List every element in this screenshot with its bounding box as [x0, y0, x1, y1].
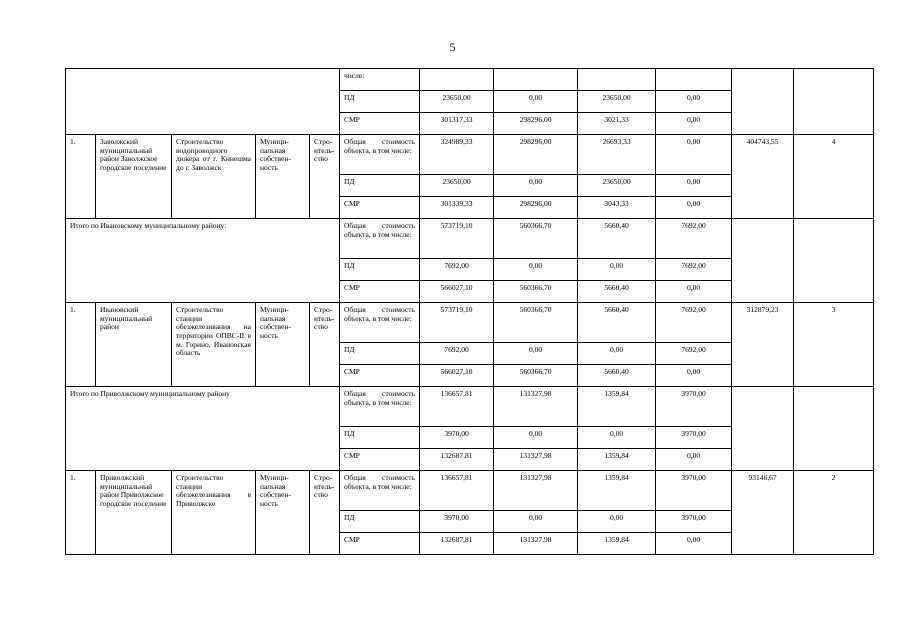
value-cell: 0,00: [656, 135, 732, 175]
label-cell: ПД: [340, 259, 420, 281]
municipality-cell: Заволжский муниципальный район Заволжское городское поселение: [96, 135, 172, 219]
value-cell: 3043,33: [578, 197, 656, 219]
label-cell: Общая стоимость объекта, в том числе:: [340, 387, 420, 427]
value-cell: 26693,33: [578, 135, 656, 175]
value-cell: 131327,98: [494, 449, 578, 471]
value-cell: 132687,81: [420, 449, 494, 471]
value-cell: 0,00: [494, 259, 578, 281]
empty-cell: [732, 69, 794, 135]
value-cell: 7692,00: [656, 219, 732, 259]
table-row: [66, 135, 874, 175]
table-row: [66, 471, 874, 511]
value-cell: 3970,00: [656, 511, 732, 533]
value-cell: 566027,10: [420, 365, 494, 387]
value-cell: 298296,00: [494, 135, 578, 175]
value-cell: 136657,81: [420, 387, 494, 427]
value-cell: 7692,00: [420, 343, 494, 365]
object-cell: Строительство станции обезжелезивания в Приволжске: [172, 471, 256, 555]
value-cell: 0,00: [494, 175, 578, 197]
value-cell: 0,00: [656, 449, 732, 471]
value-cell: 7692,00: [656, 259, 732, 281]
value-cell: 0,00: [578, 343, 656, 365]
value-cell: 1359,84: [578, 449, 656, 471]
label-cell: Общая стоимость объекта, в том числе:: [340, 135, 420, 175]
value-cell: 0,00: [656, 175, 732, 197]
value-cell: 23650,00: [420, 175, 494, 197]
value-cell: 560366,70: [494, 365, 578, 387]
ownership-cell: Муници-пальная собствен-ность: [256, 135, 310, 219]
label-cell: СМР: [340, 365, 420, 387]
value-cell: 5660,40: [578, 303, 656, 343]
label-cell: Общая стоимость объекта, в том числе:: [340, 471, 420, 511]
value-cell: 0,00: [494, 343, 578, 365]
rank-cell: 2: [794, 471, 874, 555]
object-cell: Строительство водопроводного дюкера от г. Кинешма до г. Заволжск: [172, 135, 256, 219]
value-cell: 7692,00: [656, 303, 732, 343]
label-cell: числе:: [340, 69, 420, 91]
empty-cell: [794, 387, 874, 471]
value-cell: 0,00: [656, 365, 732, 387]
table-row: [66, 69, 874, 91]
label-cell: Общая стоимость объекта, в том числе:: [340, 219, 420, 259]
value-cell: 5660,40: [578, 219, 656, 259]
value-cell: 566027,10: [420, 281, 494, 303]
value-cell: 560366,70: [494, 281, 578, 303]
label-cell: ПД: [340, 343, 420, 365]
value-cell: 131327,98: [494, 471, 578, 511]
ownership-cell: Муници-пальная собствен-ность: [256, 303, 310, 387]
label-cell: СМР: [340, 197, 420, 219]
value-cell: 573719,10: [420, 219, 494, 259]
empty-cell: [732, 387, 794, 471]
label-cell: СМР: [340, 113, 420, 135]
item-number: 1.: [66, 471, 96, 555]
label-cell: СМР: [340, 449, 420, 471]
value-cell: 1359,84: [578, 471, 656, 511]
value-cell: 0,00: [656, 281, 732, 303]
label-cell: ПД: [340, 427, 420, 449]
value-cell: 23650,00: [420, 91, 494, 113]
value-cell: 560366,70: [494, 219, 578, 259]
empty-cell: [794, 69, 874, 135]
empty-cell: [794, 219, 874, 303]
value-cell: 132687,81: [420, 533, 494, 555]
value-cell: 3970,00: [656, 471, 732, 511]
municipality-cell: Приволжский муниципальный район Приволжское городское поселение: [96, 471, 172, 555]
page-number: 5: [449, 40, 456, 54]
work-type-cell: Стро-итель-ство: [310, 135, 340, 219]
value-cell: 0,00: [494, 511, 578, 533]
label-cell: СМР: [340, 281, 420, 303]
value-cell: 131327,98: [494, 387, 578, 427]
budget-table: [65, 68, 874, 555]
value-cell: 0,00: [656, 91, 732, 113]
value-cell: 0,00: [656, 113, 732, 135]
value-cell: 136657,81: [420, 471, 494, 511]
ownership-cell: Муници-пальная собствен-ность: [256, 471, 310, 555]
table-row: [66, 219, 874, 259]
table-row: [66, 387, 874, 427]
value-cell: 573719,10: [420, 303, 494, 343]
object-cell: Строительство станции обезжелезивания на территории ОПВС-II в м. Горино, Ивановская область: [172, 303, 256, 387]
label-cell: ПД: [340, 91, 420, 113]
value-cell: 0,00: [494, 427, 578, 449]
rank-cell: 4: [794, 135, 874, 219]
value-cell: 1359,84: [578, 533, 656, 555]
label-cell: ПД: [340, 175, 420, 197]
value-cell: 3021,33: [578, 113, 656, 135]
item-number: 1.: [66, 135, 96, 219]
extra-value-cell: 404743,55: [732, 135, 794, 219]
work-type-cell: Стро-итель-ство: [310, 303, 340, 387]
work-type-cell: Стро-итель-ство: [310, 471, 340, 555]
label-cell: СМР: [340, 533, 420, 555]
value-cell: 7692,00: [656, 343, 732, 365]
value-cell: 0,00: [578, 511, 656, 533]
value-cell: 3970,00: [420, 511, 494, 533]
extra-value-cell: 93146,67: [732, 471, 794, 555]
value-cell: 0,00: [494, 91, 578, 113]
value-cell: 5660,40: [578, 365, 656, 387]
value-cell: 3970,00: [656, 387, 732, 427]
value-cell: 23650,00: [578, 175, 656, 197]
value-cell: 7692,00: [420, 259, 494, 281]
value-cell: 301317,33: [420, 113, 494, 135]
value-cell: 298296,00: [494, 197, 578, 219]
value-cell: 0,00: [578, 259, 656, 281]
value-cell: 0,00: [578, 427, 656, 449]
subtotal-label: Итого по Ивановскому муниципальному району:: [66, 219, 340, 303]
value-cell: 324989,33: [420, 135, 494, 175]
municipality-cell: Ивановский муниципальный район: [96, 303, 172, 387]
value-cell: 131327,98: [494, 533, 578, 555]
value-cell: 5660,40: [578, 281, 656, 303]
subtotal-label: Итого по Приволжскому муниципальному району: [66, 387, 340, 471]
value-cell: 301339,33: [420, 197, 494, 219]
empty-cell: [66, 69, 340, 135]
table-row: [66, 303, 874, 343]
label-cell: ПД: [340, 511, 420, 533]
rank-cell: 3: [794, 303, 874, 387]
value-cell: 3970,00: [656, 427, 732, 449]
value-cell: 298296,00: [494, 113, 578, 135]
empty-cell: [732, 219, 794, 303]
value-cell: 560366,70: [494, 303, 578, 343]
value-cell: 23650,00: [578, 91, 656, 113]
extra-value-cell: 312879,23: [732, 303, 794, 387]
value-cell: 1359,84: [578, 387, 656, 427]
value-cell: 0,00: [656, 197, 732, 219]
label-cell: Общая стоимость объекта, в том числе:: [340, 303, 420, 343]
value-cell: 0,00: [656, 533, 732, 555]
value-cell: 3970,00: [420, 427, 494, 449]
item-number: 1.: [66, 303, 96, 387]
